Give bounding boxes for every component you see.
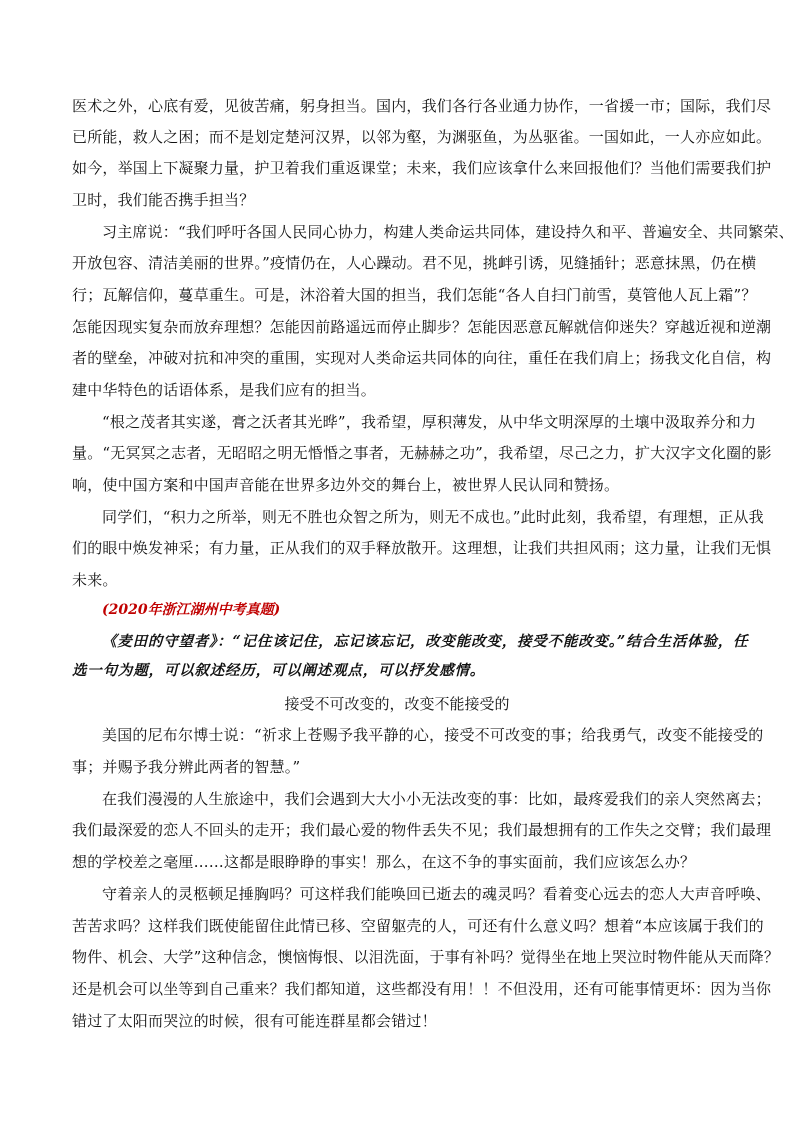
- paragraph-line: 行；瓦解信仰，蔓草重生。可是，沐浴着大国的担当，我们怎能“各人自扫门前雪，莫管他人瓦上霜”？: [72, 286, 757, 304]
- paragraph-line: 医术之外，心底有爱，见彼苦痛，躬身担当。国内，我们各行各业通力协作，一省援一市；国际，我们尽: [72, 97, 772, 115]
- paragraph-line: 们的眼中焕发神采；有力量，正从我们的双手释放散开。这理想，让我们共担风雨；这力量，让我们无惧: [72, 539, 772, 557]
- paragraph-line: 守着亲人的灵柩顿足捶胸吗？可这样我们能唤回已逝去的魂灵吗？看着变心远去的恋人大声音呼唤、: [102, 885, 771, 903]
- exam-source-label: (2020年浙江湖州中考真题): [102, 602, 281, 618]
- paragraph-line: 错过了太阳而哭泣的时候，很有可能连群星都会错过！: [72, 1012, 437, 1030]
- paragraph-line: 苦苦求吗？这样我们既使能留住此情已移、空留躯壳的人，可还有什么意义吗？想着“本应该属于我们的: [72, 917, 764, 935]
- paragraph-line: “根之茂者其实遂，膏之沃者其光晔”，我希望，厚积薄发，从中华文明深厚的土壤中汲取养分和力: [102, 413, 757, 431]
- essay-title: 接受不可改变的，改变不能接受的: [284, 695, 510, 713]
- paragraph-line: 还是机会可以坐等到自己重来？我们都知道，这些都没有用！！不但没用，还有可能事情更坏：因为当你: [72, 980, 772, 998]
- paragraph-line: 美国的尼布尔博士说：“祈求上苍赐予我平静的心，接受不可改变的事；给我勇气，改变不能接受的: [102, 726, 764, 744]
- paragraph-line: 怎能因现实复杂而放弃理想？怎能因前路遥远而停止脚步？怎能因恶意瓦解就信仰迷失？穿越近视和逆潮: [72, 318, 772, 336]
- paragraph-line: 同学们，“积力之所举，则无不胜也众智之所为，则无不成也。”此时此刻，我希望，有理想，正从我: [102, 508, 764, 526]
- prompt-line: 《麦田的守望者》：“记住该记住，忘记该忘记，改变能改变，接受不能改变。”结合生活体验，任: [102, 633, 749, 650]
- paragraph-line: 习主席说：“我们呼吁各国人民同心协力，构建人类命运共同体，建设持久和平、普遍安全、共同繁荣、: [102, 223, 794, 241]
- paragraph-line: 响，使中国方案和中国声音能在世界多边外交的舞台上，被世界人民认同和赞扬。: [72, 476, 620, 494]
- paragraph-line: 物件、机会、大学”这种信念，懊恼悔恨、以泪洗面，于事有补吗？觉得坐在地上哭泣时物件能从天而降？: [72, 948, 780, 966]
- prompt-line: 选一句为题，可以叙述经历，可以阐述观点，可以抒发感情。: [72, 662, 486, 679]
- paragraph-line: 开放包容、清洁美丽的世界。”疫情仍在，人心躁动。君不见，挑衅引诱，见缝插针；恶意抹黑，仍在横: [72, 254, 757, 272]
- paragraph-line: 想的学校差之毫厘……这都是眼睁睁的事实！那么，在这不争的事实面前，我们应该怎么办？: [72, 853, 696, 871]
- paragraph-line: 我们最深爱的恋人不回头的走开；我们最心爱的物件丢失不见；我们最想拥有的工作失之交臂；我们最理: [72, 821, 772, 839]
- paragraph-line: 量。“无冥冥之志者，无昭昭之明无惛惛之事者，无赫赫之功”，我希望，尽己之力，扩大汉字文化圈的影: [72, 444, 772, 462]
- paragraph-line: 事；并赐予我分辨此两者的智慧。”: [72, 758, 301, 776]
- paragraph-line: 如今，举国上下凝聚力量，护卫着我们重返课堂；未来，我们应该拿什么来回报他们？当他们需要我们护: [72, 159, 772, 177]
- paragraph-line: 未来。: [72, 571, 118, 589]
- paragraph-line: 卫时，我们能否携手担当？: [72, 191, 255, 209]
- paragraph-line: 在我们漫漫的人生旅途中，我们会遇到大大小小无法改变的事：比如，最疼爱我们的亲人突然离去；: [102, 790, 771, 808]
- paragraph-line: 已所能，救人之困；而不是划定楚河汉界，以邻为壑，为渊驱鱼，为丛驱雀。一国如此，一人亦应如此。: [72, 128, 772, 146]
- paragraph-line: 建中华特色的话语体系，是我们应有的担当。: [72, 381, 377, 399]
- paragraph-line: 者的壁垒，冲破对抗和冲突的重围，实现对人类命运共同体的向往，重任在我们肩上；扬我文化自信，构: [72, 349, 772, 367]
